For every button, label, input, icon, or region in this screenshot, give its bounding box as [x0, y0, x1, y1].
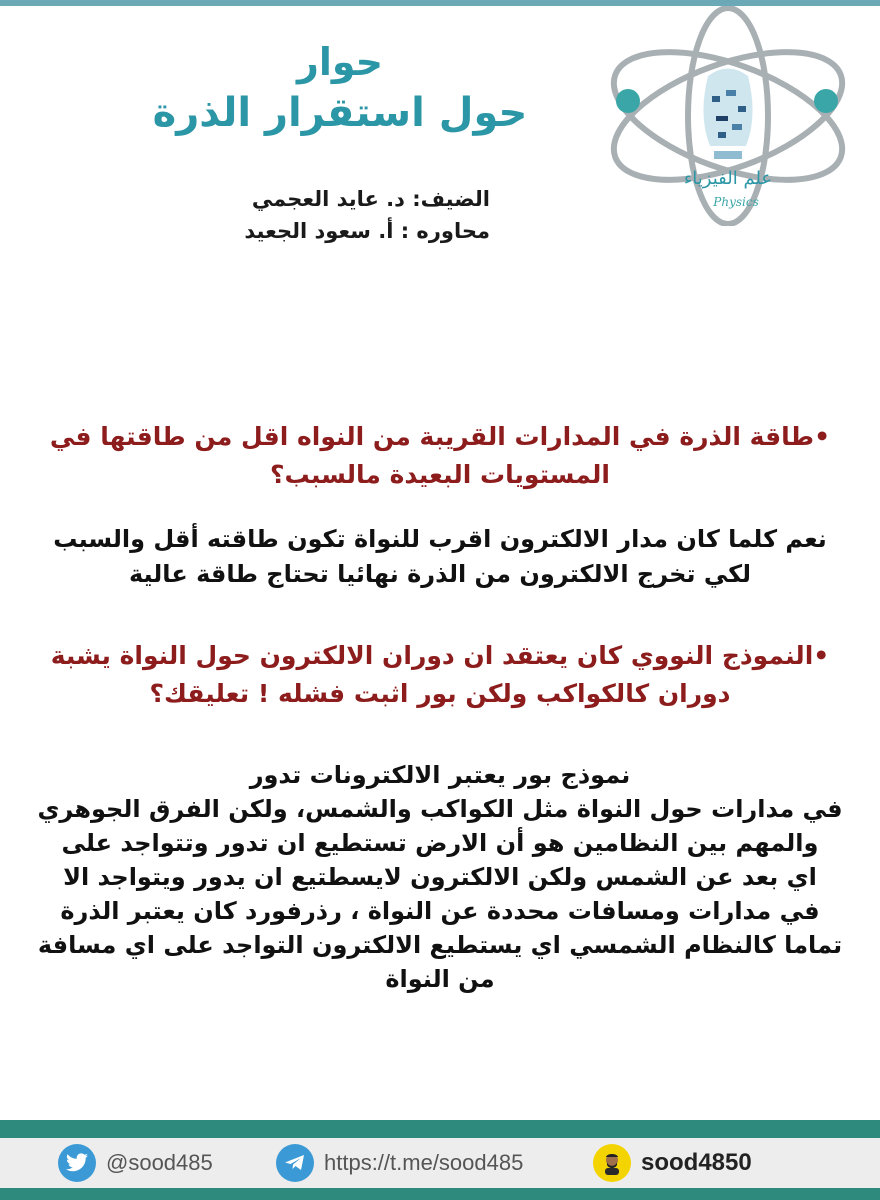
twitter-handle: @sood485 — [106, 1150, 213, 1175]
snapchat-avatar-icon — [593, 1144, 631, 1182]
telegram-link[interactable] — [276, 1138, 523, 1188]
answer-1-line: نعم كلما كان مدار الالكترون اقرب للنواة تكون طاقته أقل والسبب — [53, 525, 827, 553]
question-1 — [40, 418, 840, 494]
answer-1 — [30, 522, 850, 592]
question-1-line: المستويات البعيدة مالسبب؟ — [270, 460, 610, 489]
credits — [180, 183, 490, 247]
question-2-line: دوران كالكواكب ولكن بور اثبت فشله ! تعليقك؟ — [149, 679, 731, 708]
answer-2-line: نموذج بور يعتبر الالكترونات تدور — [249, 761, 631, 789]
question-2 — [40, 637, 840, 713]
twitter-link[interactable] — [58, 1138, 213, 1188]
answer-2-line: والمهم بين النظامين هو أن الارض تستطيع ان تدور وتتواجد على — [61, 829, 819, 857]
host-name: محاوره : أ. سعود الجعيد — [244, 219, 490, 243]
answer-1-line: لكي تخرج الالكترون من الذرة نهائيا تحتاج طاقة عالية — [128, 560, 752, 588]
page-title-line2: حول استقرار الذرة — [152, 90, 528, 136]
guest-name: الضيف: د. عايد العجمي — [251, 187, 490, 211]
answer-2-line: تماما كالنظام الشمسي اي يستطيع الالكترون التواجد على اي مسافة — [37, 931, 843, 959]
page-title-line1: حوار — [296, 40, 384, 84]
snapchat-handle: sood4850 — [641, 1149, 752, 1176]
twitter-icon — [58, 1144, 96, 1182]
telegram-icon — [276, 1144, 314, 1182]
answer-2-line: في مدارات حول النواة مثل الكواكب والشمس، ولكن الفرق الجوهري — [37, 795, 843, 823]
physics-atom-logo — [598, 6, 860, 226]
telegram-url: https://t.me/sood485 — [324, 1150, 524, 1175]
question-2-line: •النموذج النووي كان يعتقد ان دوران الالكترون حول النواة يشبة — [50, 641, 830, 670]
answer-2 — [30, 758, 850, 996]
answer-2-line: في مدارات ومسافات محددة عن النواة ، رذرفورد كان يعتبر الذرة — [60, 897, 820, 925]
answer-2-line: من النواة — [385, 965, 495, 993]
question-1-line: •طاقة الذرة في المدارات القريبة من النواه اقل من طاقتها في — [49, 422, 831, 451]
snapchat-link[interactable] — [593, 1138, 752, 1188]
answer-2-line: اي بعد عن الشمس ولكن الالكترون لايسطتيع ان يدور ويتواجد الا — [63, 863, 817, 891]
logo-english-text: Physics — [713, 195, 759, 209]
logo-arabic-text: علم الفيزياء — [683, 168, 773, 189]
